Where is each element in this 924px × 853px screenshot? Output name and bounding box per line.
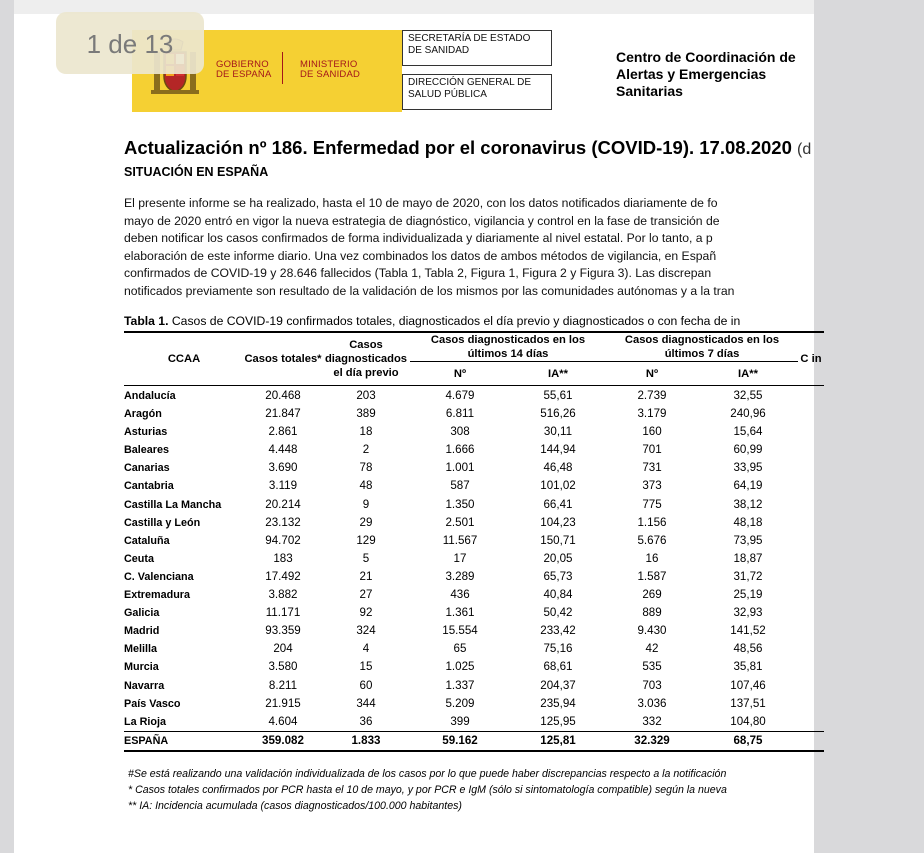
cut-cell <box>798 387 824 405</box>
ccaa-name-cell: Cantabria <box>124 480 174 493</box>
value-cell: 183 <box>273 551 293 565</box>
value-cell: 1.350 <box>445 497 475 511</box>
value-cell: 1.361 <box>445 606 475 620</box>
value-cell: 4.679 <box>445 389 475 402</box>
value-cell: 889 <box>642 606 662 620</box>
header-ia-7: IA** <box>738 367 758 380</box>
value-cell: 33,95 <box>733 461 763 475</box>
cut-cell <box>798 622 824 640</box>
value-cell: 2 <box>362 443 370 457</box>
value-cell: 731 <box>642 461 662 475</box>
ccaa-name-cell: Asturias <box>124 426 168 439</box>
value-cell: 68,75 <box>698 731 798 751</box>
gobierno-text: GOBIERNO DE ESPAÑA <box>216 59 272 80</box>
value-cell: 1.001 <box>445 461 475 475</box>
value-cell: 40,84 <box>543 588 573 602</box>
header-14-dias: Casos diagnosticados en los últimos 14 días <box>410 333 606 362</box>
table-caption: Tabla 1. Casos de COVID-19 confirmados totales, diagnosticados el día previo y diagnosticados o con fecha de in <box>124 314 741 328</box>
value-cell: 48,56 <box>733 642 763 656</box>
cut-cell <box>798 532 824 550</box>
value-cell: 9 <box>362 497 370 511</box>
cut-cell <box>798 550 824 568</box>
cut-cell <box>798 496 824 514</box>
table-row <box>124 496 824 514</box>
cases-table <box>124 331 824 752</box>
value-cell: 359.082 <box>244 731 322 751</box>
centro-coordinacion-title: Centro de Coordinación de Alertas y Emergencias Sanitarias <box>616 49 796 99</box>
table-row <box>124 713 824 732</box>
value-cell: 137,51 <box>730 696 766 710</box>
value-cell: 73,95 <box>733 533 763 547</box>
value-cell: 42 <box>645 642 659 656</box>
value-cell: 9.430 <box>637 624 667 638</box>
ccaa-name-cell: Melilla <box>124 643 158 656</box>
cut-cell <box>798 713 824 732</box>
value-cell: 4.448 <box>268 443 298 457</box>
value-cell: 50,42 <box>543 606 573 620</box>
value-cell: 104,80 <box>730 714 766 728</box>
cut-cell <box>798 640 824 658</box>
page-indicator: 1 de 13 <box>56 12 204 74</box>
value-cell: 701 <box>642 443 662 457</box>
value-cell: 11.567 <box>442 533 478 547</box>
value-cell: 46,48 <box>543 461 573 475</box>
ccaa-name-cell: La Rioja <box>124 715 166 728</box>
ccaa-name-cell: Baleares <box>124 444 170 457</box>
ccaa-name-cell: Cataluña <box>124 534 170 547</box>
value-cell: 8.211 <box>268 678 298 692</box>
value-cell: 15.554 <box>442 624 478 638</box>
value-cell: 23.132 <box>265 515 301 529</box>
ccaa-name-cell: Andalucía <box>124 390 176 402</box>
value-cell: 30,11 <box>543 425 573 439</box>
value-cell: 535 <box>642 660 662 674</box>
value-cell: 65,73 <box>543 569 573 583</box>
cut-cell <box>798 677 824 695</box>
value-cell: 15 <box>359 660 373 674</box>
value-cell: 17.492 <box>265 569 301 583</box>
report-title: Actualización nº 186. Enfermedad por el coronavirus (COVID-19). 17.08.2020 (d <box>124 137 812 158</box>
intro-paragraph: El presente informe se ha realizado, hasta el 10 de mayo de 2020, con los datos notificados diariamente de fo mayo de 2020 entró en vigor la nueva estrategia de diagnóstico, vigilancia y control en la fase de transición de deben notificar los casos confirmados de forma individualizada y diariamente al nivel estatal. Por lo tanto, a p elaboración de este informe diario. Una vez combinados los datos de ambos métodos de vigilancia, en Españ confirmados de COVID-19 y 28.646 fallecidos (Tabla 1, Tabla 2, Figura 1, Figura 2 y Figura 3). Las discrepan notificados previamente son resultado de la validación de los mismos por las comunidades autónomas y a la tran <box>124 196 735 298</box>
cut-cell <box>798 695 824 713</box>
value-cell: 25,19 <box>733 588 763 602</box>
value-cell: 21 <box>359 569 373 583</box>
table-row <box>124 477 824 495</box>
value-cell: 2.861 <box>268 425 298 439</box>
value-cell: 107,46 <box>730 678 766 692</box>
value-cell: 92 <box>359 606 373 620</box>
header-dia-previo: Casos diagnosticados el día previo <box>324 339 408 379</box>
value-cell: 27 <box>359 588 373 602</box>
ccaa-name-cell: Castilla La Mancha <box>124 498 222 511</box>
value-cell: 68,61 <box>543 660 573 674</box>
table-total-row <box>124 731 824 751</box>
table-row <box>124 658 824 676</box>
ccaa-name-cell: Aragón <box>124 408 162 421</box>
value-cell: 1.156 <box>637 515 667 529</box>
ccaa-name-cell: Murcia <box>124 661 159 674</box>
value-cell: 20.214 <box>265 497 301 511</box>
value-cell: 4 <box>362 642 370 656</box>
value-cell: 332 <box>642 714 662 728</box>
value-cell: 3.580 <box>268 660 298 674</box>
value-cell: 373 <box>642 479 662 493</box>
table-row <box>124 550 824 568</box>
value-cell: 16 <box>645 551 659 565</box>
cut-cell <box>798 459 824 477</box>
header-ccaa: CCAA <box>167 353 201 365</box>
ccaa-name-cell: Navarra <box>124 679 165 692</box>
cut-cell <box>798 405 824 423</box>
value-cell: 64,19 <box>733 479 763 493</box>
value-cell: 15,64 <box>733 425 763 439</box>
value-cell: 125,95 <box>540 714 576 728</box>
header-cut: C in <box>800 353 822 365</box>
table-row <box>124 441 824 459</box>
value-cell: 3.289 <box>445 569 475 583</box>
value-cell: 235,94 <box>540 696 576 710</box>
value-cell: 141,52 <box>730 624 766 638</box>
value-cell: 269 <box>642 588 662 602</box>
table-row <box>124 514 824 532</box>
cut-cell <box>798 568 824 586</box>
ccaa-name-cell: Canarias <box>124 462 170 475</box>
direccion-box: DIRECCIÓN GENERAL DE SALUD PÚBLICA <box>402 74 552 110</box>
value-cell: 78 <box>359 461 373 475</box>
value-cell: 60,99 <box>733 443 763 457</box>
ccaa-name-cell: C. Valenciana <box>124 570 194 583</box>
value-cell: 775 <box>642 497 662 511</box>
value-cell: 35,81 <box>733 660 763 674</box>
value-cell: 94.702 <box>265 533 301 547</box>
value-cell: 160 <box>642 425 662 439</box>
value-cell: 65 <box>453 642 467 656</box>
table-row <box>124 387 824 405</box>
value-cell: 1.833 <box>322 731 410 751</box>
header-n-14: Nº <box>453 367 467 380</box>
ccaa-name-cell: Ceuta <box>124 552 154 565</box>
value-cell: 38,12 <box>733 497 763 511</box>
cut-cell <box>798 604 824 622</box>
value-cell: 1.025 <box>445 660 475 674</box>
table-row <box>124 640 824 658</box>
value-cell: 150,71 <box>540 533 576 547</box>
table-row <box>124 677 824 695</box>
cut-cell <box>798 586 824 604</box>
table-row <box>124 532 824 550</box>
cut-cell <box>798 731 824 751</box>
value-cell: 1.666 <box>445 443 475 457</box>
value-cell: 344 <box>356 696 376 710</box>
value-cell: 48 <box>359 479 373 493</box>
value-cell: 93.359 <box>265 624 301 638</box>
value-cell: 703 <box>642 678 662 692</box>
value-cell: 2.739 <box>637 389 667 402</box>
cut-cell <box>798 514 824 532</box>
value-cell: 3.882 <box>268 588 298 602</box>
header-ia-14: IA** <box>548 367 568 380</box>
value-cell: 32.329 <box>606 731 698 751</box>
value-cell: 204,37 <box>540 678 576 692</box>
value-cell: 399 <box>450 714 470 728</box>
section-heading: SITUACIÓN EN ESPAÑA <box>124 165 269 179</box>
table-row <box>124 405 824 423</box>
value-cell: 32,93 <box>733 606 763 620</box>
value-cell: 308 <box>450 425 470 439</box>
secretaria-box: SECRETARÍA DE ESTADO DE SANIDAD <box>402 30 552 66</box>
value-cell: 104,23 <box>540 515 576 529</box>
value-cell: 5.676 <box>637 533 667 547</box>
value-cell: 125,81 <box>510 731 606 751</box>
value-cell: 101,02 <box>540 479 576 493</box>
value-cell: 59.162 <box>410 731 510 751</box>
value-cell: 3.179 <box>637 407 667 421</box>
footnotes: #Se está realizando una validación individualizada de los casos por lo que puede haber discrepancias respecto a la notificación * Casos totales confirmados por PCR hasta el 10 de mayo, y por PCR e IgM (sólo si sintomatología compatible) según la nueva ** IA: Incidencia acumulada (casos diagnosticados/100.000 habitantes) <box>128 768 727 812</box>
value-cell: 203 <box>356 389 376 402</box>
value-cell: 5.209 <box>445 696 475 710</box>
value-cell: 3.119 <box>268 479 298 493</box>
value-cell: 29 <box>359 515 373 529</box>
ccaa-name-cell: Castilla y León <box>124 516 201 529</box>
cut-cell <box>798 423 824 441</box>
header-n-7: Nº <box>645 367 659 380</box>
value-cell: 144,94 <box>540 443 576 457</box>
value-cell: 324 <box>356 624 376 638</box>
value-cell: 20,05 <box>543 551 573 565</box>
cut-cell <box>798 658 824 676</box>
value-cell: 66,41 <box>543 497 573 511</box>
value-cell: 3.690 <box>268 461 298 475</box>
table-row <box>124 423 824 441</box>
value-cell: 204 <box>273 642 293 656</box>
table-row <box>124 695 824 713</box>
header-7-dias: Casos diagnosticados en los últimos 7 días <box>606 333 798 362</box>
value-cell: 3.036 <box>637 696 667 710</box>
value-cell: 5 <box>362 551 370 565</box>
value-cell: 60 <box>359 678 373 692</box>
value-cell: 20.468 <box>265 389 301 402</box>
ccaa-name-cell: Extremadura <box>124 589 191 602</box>
table-row <box>124 586 824 604</box>
value-cell: 21.915 <box>265 696 301 710</box>
ccaa-name-cell: País Vasco <box>124 697 181 710</box>
value-cell: 516,26 <box>540 407 576 421</box>
logo-divider <box>282 52 283 84</box>
value-cell: 31,72 <box>733 569 763 583</box>
ministerio-text: MINISTERIO DE SANIDAD <box>300 59 361 80</box>
value-cell: 389 <box>356 407 376 421</box>
document-page <box>14 0 822 853</box>
header-casos-totales: Casos totales* <box>244 353 322 365</box>
value-cell: 18 <box>359 425 373 439</box>
value-cell: 17 <box>453 551 467 565</box>
cut-cell <box>798 477 824 495</box>
value-cell: 32,55 <box>733 389 763 402</box>
value-cell: 6.811 <box>445 407 475 421</box>
table-row <box>124 604 824 622</box>
cut-cell <box>798 441 824 459</box>
table-row <box>124 622 824 640</box>
value-cell: 48,18 <box>733 515 763 529</box>
table-row <box>124 459 824 477</box>
value-cell: 129 <box>356 533 376 547</box>
ccaa-name-cell: Galicia <box>124 607 160 620</box>
value-cell: 55,61 <box>543 389 573 402</box>
value-cell: 240,96 <box>730 407 766 421</box>
table-row <box>124 568 824 586</box>
value-cell: 1.587 <box>637 569 667 583</box>
value-cell: 11.171 <box>265 606 301 620</box>
value-cell: 1.337 <box>445 678 475 692</box>
ccaa-name-cell: ESPAÑA <box>124 731 244 751</box>
value-cell: 436 <box>450 588 470 602</box>
value-cell: 4.604 <box>268 714 298 728</box>
value-cell: 233,42 <box>540 624 576 638</box>
value-cell: 2.501 <box>445 515 475 529</box>
value-cell: 21.847 <box>265 407 301 421</box>
ccaa-name-cell: Madrid <box>124 625 160 638</box>
value-cell: 587 <box>450 479 470 493</box>
value-cell: 18,87 <box>733 551 763 565</box>
value-cell: 36 <box>359 714 373 728</box>
value-cell: 75,16 <box>543 642 573 656</box>
